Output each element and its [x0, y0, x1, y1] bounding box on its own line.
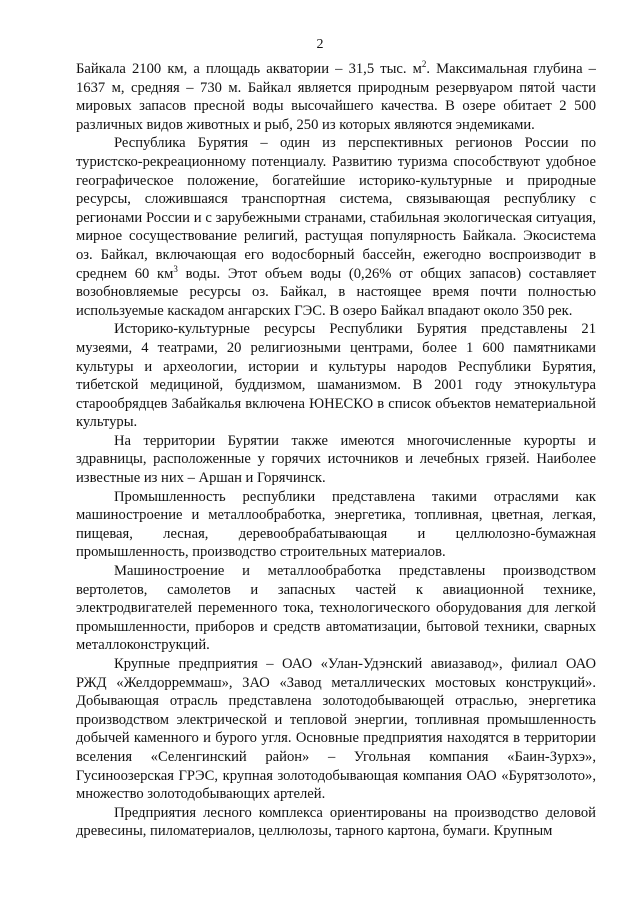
paragraph [76, 432, 596, 488]
superscript: 3 [173, 263, 178, 274]
text-run: Байкала 2100 км, а площадь акватории – 31,5 тыс. м [76, 61, 422, 77]
text-run: Предприятия лесного комплекса ориентированы на производство деловой древесины, пиломатериалов, целлюлозы, тарного картона, бумаги. Крупным [76, 804, 596, 840]
text-run: . Максимальная глубина – 1637 м, средняя – 730 м. Байкал является природным резервуаром пятой части мировых запасов пресной воды высочайшего качества. В озере обитает 2 500 различных видов животных и рыб, 250 из которых являются эндемиками. [76, 61, 596, 133]
page-number: 2 [316, 37, 324, 52]
paragraph [76, 488, 596, 562]
paragraph [76, 804, 596, 841]
text-run: Промышленность республики представлена такими отраслями как машиностроение и металлообработка, энергетика, топливная, цветная, легкая, пищевая, лесная, деревообрабатывающая и целлюлозно-бумажная промышленность, производство строительных материалов. [76, 488, 596, 561]
text-run: воды. Этот объем воды (0,26% от общих запасов) составляет возобновляемые ресурсы оз. Байкал, в настоящее время почти полностью используемые каскадом ангарских ГЭС. В озеро Байкал впадают около 350 рек. [76, 265, 596, 319]
document-body [76, 60, 596, 841]
text-run: Машиностроение и металлообработка представлены производством вертолетов, самолетов и запасных частей к авиационной технике, электродвигателей переменного тока, технологического оборудования для легкой промышленности, приборов и средств автоматизации, бытовой техники, сварных металлоконструкций. [76, 563, 596, 654]
paragraph [76, 320, 596, 432]
text-run: Историко-культурные ресурсы Республики Бурятия представлены 21 музеями, 4 театрами, 20 религиозными центрами, более 1 600 памятниками культуры и археологии, истории и культуры народов Республики Бурятия, тибетской медициной, буддизмом, шаманизмом. В 2001 году этнокультура старообрядцев Забайкалья включена ЮНЕСКО в список объектов нематериальной культуры. [76, 321, 596, 431]
paragraph [76, 655, 596, 804]
text-run: Крупные предприятия – ОАО «Улан-Удэнский авиазавод», филиал ОАО РЖД «Желдорреммаш», ЗАО «Завод металлических мостовых конструкций». Добывающая отрасль представлена золотодобывающей отраслью, энергетика производством электрической и тепловой энергии, топливная промышленность добычей каменного и бурого угля. Основные предприятия находятся в территории вселения «Селенгинский район» – Угольная компания «Баин-Зурхэ», Гусиноозерская ГРЭС, крупная золотодобывающая компания ОАО «Бурятзолото», множество золотодобывающих артелей. [76, 656, 596, 803]
text-run: Республика Бурятия – один из перспективных регионов России по туристско-рекреационному потенциалу. Развитию туризма способствуют удобное географическое положение, богатейшие историко-культурные и природные ресурсы, сложившаяся транспортная система, связывающая республику с регионами России и с зарубежными странами, стабильная экологическая ситуация, мирное сосуществование религий, растущая популярность Байкала. Экосистема оз. Байкал, включающая его водосборный бассейн, ежегодно воспроизводит в среднем 60 км [76, 135, 596, 282]
paragraph [76, 60, 596, 134]
paragraph [76, 562, 596, 655]
text-run: На территории Бурятии также имеются многочисленные курорты и здравницы, расположенные у горячих источников и лечебных грязей. Наиболее известные из них – Аршан и Горячинск. [76, 432, 596, 487]
superscript: 2 [421, 59, 427, 70]
paragraph [76, 134, 596, 320]
